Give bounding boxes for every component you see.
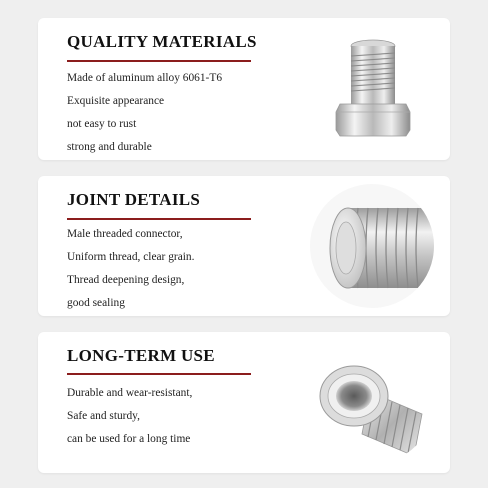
section-title: LONG-TERM USE xyxy=(67,346,215,365)
feature-line: Durable and wear-resistant, xyxy=(67,387,193,399)
feature-list xyxy=(67,223,194,315)
feature-line: good sealing xyxy=(67,297,125,309)
title-underline xyxy=(67,373,251,375)
feature-line: strong and durable xyxy=(67,141,152,153)
section-title: QUALITY MATERIALS xyxy=(67,32,257,51)
feature-line: Safe and sturdy, xyxy=(67,410,140,422)
feature-line: can be used for a long time xyxy=(67,433,191,445)
feature-line: not easy to rust xyxy=(67,118,137,130)
section-title: JOINT DETAILS xyxy=(67,190,201,209)
feature-card-quality-materials xyxy=(38,18,450,160)
feature-line: Uniform thread, clear grain. xyxy=(67,251,195,263)
feature-line: Exquisite appearance xyxy=(67,95,165,107)
feature-line: Male threaded connector, xyxy=(67,228,183,240)
feature-list xyxy=(67,67,222,159)
thread-closeup-image xyxy=(310,184,434,308)
fitting-side-view-image xyxy=(312,26,434,148)
feature-line: Thread deepening design, xyxy=(67,274,185,286)
title-underline xyxy=(67,60,251,62)
feature-list xyxy=(67,382,192,451)
fitting-angled-bore-image xyxy=(310,340,434,464)
feature-line: Made of aluminum alloy 6061-T6 xyxy=(67,72,223,84)
feature-card-joint-details xyxy=(38,176,450,316)
feature-card-long-term-use xyxy=(38,332,450,473)
title-underline xyxy=(67,218,251,220)
